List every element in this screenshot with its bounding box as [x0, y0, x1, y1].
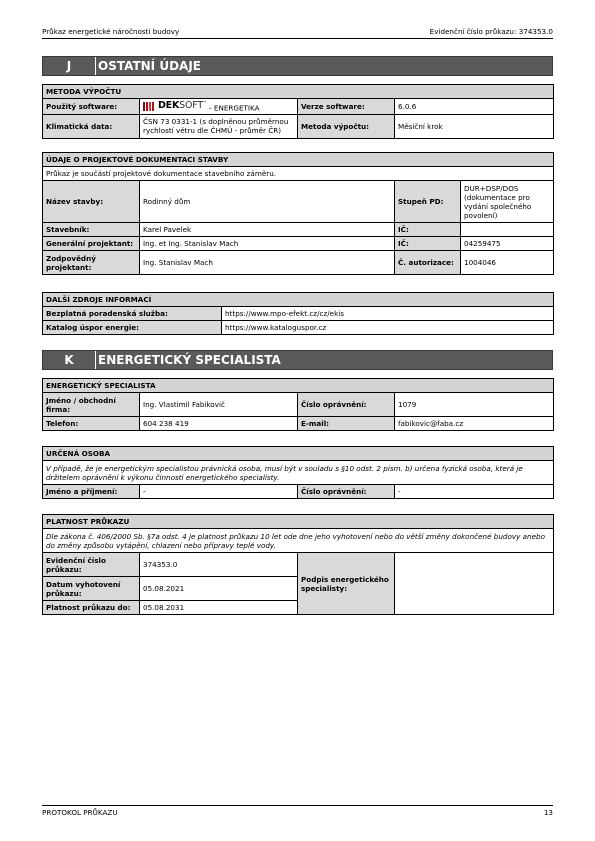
builder-value: Karel Pavelek — [140, 223, 395, 237]
cert-number-value: 374353.0 — [140, 553, 298, 577]
authorization-value: 1004046 — [461, 251, 554, 275]
valid-until-label: Platnost průkazu do: — [43, 601, 140, 615]
page-header — [42, 27, 553, 39]
sources-heading: DALŠÍ ZDROJE INFORMACÍ — [43, 293, 554, 307]
version-value: 6.0.6 — [395, 99, 554, 115]
sources-table — [42, 292, 554, 335]
phone-label: Telefon: — [43, 417, 140, 431]
designer-ic-label: IČ: — [395, 237, 461, 251]
project-heading: ÚDAJE O PROJEKTOVÉ DOKUMENTACI STAVBY — [43, 153, 554, 167]
advisory-link[interactable]: https://www.mpo-efekt.cz/cz/ekis — [222, 307, 554, 321]
responsible-designer-label: Zodpovědný projektant: — [43, 251, 140, 275]
designated-license-value: - — [395, 485, 554, 499]
valid-until-value: 05.08.2031 — [140, 601, 298, 615]
page-number: 13 — [543, 808, 553, 817]
pd-stage-value: DUR+DSP/DOS (dokumentace pro vydání společného povolení) — [461, 181, 554, 223]
authorization-label: Č. autorizace: — [395, 251, 461, 275]
signature-field — [395, 553, 554, 615]
issue-date-value: 05.08.2021 — [140, 577, 298, 601]
method-value: Měsíční krok — [395, 114, 554, 138]
section-letter: J — [43, 57, 96, 75]
document-number: Evidenční číslo průkazu: 374353.0 — [429, 27, 553, 36]
software-suffix: - ENERGETIKA — [206, 103, 260, 113]
specialist-name-value: Ing. Vlastimil Fabikovič — [140, 393, 298, 417]
designated-note: V případě, že je energetickým specialistou právnická osoba, musí být v souladu s §10 odst. 2 písm. b) určena fyzická osoba, která je držitelem oprávnění k výkonu činnosti energetického specialisty. — [43, 461, 554, 485]
general-designer-label: Generální projektant: — [43, 237, 140, 251]
version-label: Verze software: — [298, 99, 395, 115]
project-note: Průkaz je součástí projektové dokumentace stavebního záměru. — [43, 167, 554, 181]
license-value: 1079 — [395, 393, 554, 417]
advisory-label: Bezplatná poradenská služba: — [43, 307, 222, 321]
climate-value: ČSN 73 0331-1 (s doplněnou průměrnou rychlostí větru dle ČHMÚ - průměr ČR) — [140, 114, 298, 138]
specialist-name-label: Jméno / obchodní firma: — [43, 393, 140, 417]
catalog-link[interactable]: https://www.kataloguspor.cz — [222, 321, 554, 335]
designated-name-label: Jméno a příjmení: — [43, 485, 140, 499]
email-label: E-mail: — [298, 417, 395, 431]
dek-logo: DEKSOFT™ — [143, 100, 207, 112]
responsible-designer-value: Ing. Stanislav Mach — [140, 251, 395, 275]
method-label: Metoda výpočtu: — [298, 114, 395, 138]
validity-table — [42, 514, 554, 615]
software-label: Použitý software: — [43, 99, 140, 115]
dek-logo-mark — [143, 102, 155, 111]
footer-title: PROTOKOL PRŮKAZU — [42, 808, 118, 817]
email-value[interactable]: fabikovic@faba.cz — [395, 417, 554, 431]
method-heading: METODA VÝPOČTU — [43, 85, 554, 99]
builder-ic-value — [461, 223, 554, 237]
general-designer-value: Ing. et Ing. Stanislav Mach — [140, 237, 395, 251]
license-label: Číslo oprávnění: — [298, 393, 395, 417]
designer-ic-value: 04259475 — [461, 237, 554, 251]
builder-label: Stavebník: — [43, 223, 140, 237]
designated-license-label: Číslo oprávnění: — [298, 485, 395, 499]
signature-label: Podpis energetického specialisty: — [298, 553, 395, 615]
section-k-bar — [42, 350, 553, 370]
specialist-heading: ENERGETICKÝ SPECIALISTA — [43, 379, 554, 393]
designated-name-value: - — [140, 485, 298, 499]
pd-stage-label: Stupeň PD: — [395, 181, 461, 223]
phone-value: 604 238 419 — [140, 417, 298, 431]
building-name-value: Rodinný dům — [140, 181, 395, 223]
designated-heading: URČENÁ OSOBA — [43, 447, 554, 461]
section-letter: K — [43, 351, 96, 369]
building-name-label: Název stavby: — [43, 181, 140, 223]
validity-note: Dle zákona č. 406/2000 Sb. §7a odst. 4 je platnost průkazu 10 let ode dne jeho vyhotovení nebo do větší změny dokončené budovy anebo do změny způsobu vytápění, chlazení nebo přípravy teplé vody. — [43, 529, 554, 553]
designated-person-table — [42, 446, 554, 499]
cert-number-label: Evidenční číslo průkazu: — [43, 553, 140, 577]
validity-heading: PLATNOST PRŮKAZU — [43, 515, 554, 529]
catalog-label: Katalog úspor energie: — [43, 321, 222, 335]
document-title: Průkaz energetické náročnosti budovy — [42, 27, 180, 36]
issue-date-label: Datum vyhotovení průkazu: — [43, 577, 140, 601]
specialist-table — [42, 378, 554, 431]
page-footer — [42, 805, 553, 817]
section-title: OSTATNÍ ÚDAJE — [98, 59, 201, 73]
section-title: ENERGETICKÝ SPECIALISTA — [98, 353, 281, 367]
method-table — [42, 84, 554, 139]
climate-label: Klimatická data: — [43, 114, 140, 138]
builder-ic-label: IČ: — [395, 223, 461, 237]
section-j-bar — [42, 56, 553, 76]
software-value — [140, 99, 298, 115]
project-table — [42, 152, 554, 275]
